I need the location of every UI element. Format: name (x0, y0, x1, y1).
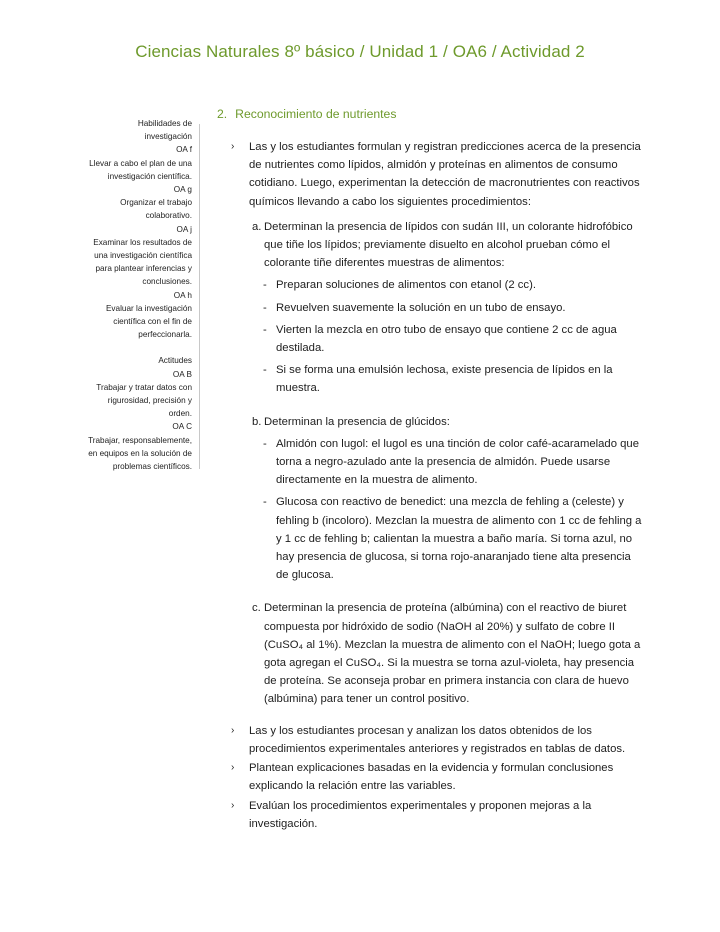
sidebar-line: investigación científica. (107, 171, 192, 181)
step-item (226, 493, 646, 584)
procedure-a (226, 218, 646, 273)
sidebar-line: problemas científicos. (112, 462, 192, 472)
sidebar-line: OA f (176, 145, 192, 155)
page-title: Ciencias Naturales 8º básico / Unidad 1 / OA6 / Actividad 2 (135, 42, 585, 61)
sidebar-divider (199, 124, 200, 469)
sidebar-line: Llevar a cabo el plan de una (89, 158, 192, 168)
chevron-right-icon: › (231, 724, 235, 736)
step-item (226, 276, 646, 294)
section-title: Reconocimiento de nutrientes (235, 107, 397, 121)
procedure-c (226, 599, 646, 708)
sidebar-objectives (80, 117, 192, 473)
sidebar-line: Trabajar, responsablemente, (88, 435, 192, 445)
section-heading (217, 107, 396, 121)
procedure-text: Determinan la presencia de proteína (albúmina) con el reactivo de biuret compuesta por hidróxido de sodio (NaOH al 20%) y sulfato de cobre II (CuSO₄ al 1%). Mezclan la muestra de alimento con el NaOH; luego gota a gota agregan el CuSO₄. Si la muestra se torna azul-violeta, hay presencia de proteína. Se aconseja probar en primera instancia con clara de huevo (albúmina) para tener un control positivo. (264, 602, 641, 706)
dash-icon: - (263, 364, 267, 377)
sidebar-line: OA B (172, 369, 192, 379)
sidebar-line: para plantear inferencias y (95, 264, 192, 274)
sidebar-line: rigurosidad, precisión y (107, 396, 192, 406)
sidebar-line: colaborativo. (145, 211, 192, 221)
bullet-item (226, 759, 646, 795)
chevron-right-icon: › (231, 799, 235, 811)
step-item (226, 361, 646, 397)
sidebar-line: conclusiones. (142, 277, 192, 287)
sidebar-line: Examinar los resultados de (93, 237, 192, 247)
dash-icon: - (263, 279, 267, 292)
bullet-item (226, 138, 646, 211)
bullet-text: Las y los estudiantes procesan y analizan los datos obtenidos de los procedimientos experimentales anteriores y registrados en tablas de datos. (249, 724, 626, 755)
sidebar-line: Evaluar la investigación (105, 303, 192, 313)
sidebar-line: Habilidades de (137, 119, 192, 128)
step-text: Preparan soluciones de alimentos con etanol (2 cc). (276, 279, 536, 292)
sidebar-line: una investigación científica (94, 251, 192, 261)
step-text: Glucosa con reactivo de benedict: una mezcla de fehling a (celeste) y fehling b (incoloro). Mezclan la muestra de alimento con 1 cc de fehling a y 1 cc de fehling b; calientan la muestra a baño maría. Si torna azul, no hay presencia de glucosa, si torna rojo-anaranjado tiene alta presencia de glucosa. (276, 496, 642, 582)
sidebar-line: perfeccionarla. (138, 330, 192, 340)
dash-icon: - (263, 301, 267, 314)
bullet-item (226, 797, 646, 833)
bullet-text: Las y los estudiantes formulan y registran predicciones acerca de la presencia de nutrientes como lípidos, almidón y proteínas en alimentos de consumo cotidiano. Luego, experimentan la detección de macronutrientes con reactivos químicos llevando a cabo los siguientes procedimientos: (249, 141, 641, 208)
procedure-b (226, 413, 646, 431)
activity-content (226, 138, 646, 833)
procedure-letter: c. (252, 602, 261, 615)
step-text: Almidón con lugol: el lugol es una tinción de color café-acaramelado que torna a negro-azulado ante la presencia de almidón. Puede usarse directamente en la muestra de alimento. (276, 437, 639, 487)
sidebar-line: OA C (172, 422, 192, 432)
bullet-text: Evalúan los procedimientos experimentales y proponen mejoras a la investigación. (249, 799, 592, 830)
sidebar-line: Actitudes (158, 356, 192, 366)
sidebar-spacer (80, 341, 192, 354)
step-text: Si se forma una emulsión lechosa, existe presencia de lípidos en la muestra. (276, 364, 613, 395)
sidebar-line: OA g (173, 185, 192, 195)
sidebar-line: científica con el fin de (113, 317, 192, 327)
sidebar-line: OA j (176, 224, 192, 234)
sidebar-line: Organizar el trabajo (120, 198, 192, 208)
sidebar-line: investigación (144, 132, 192, 142)
step-text: Vierten la mezcla en otro tubo de ensayo que contiene 2 cc de agua destilada. (276, 323, 617, 355)
step-item (226, 435, 646, 490)
dash-icon: - (263, 496, 267, 509)
step-item (226, 321, 646, 357)
dash-icon: - (263, 323, 267, 336)
sidebar-line: OA h (173, 290, 192, 300)
procedure-text: Determinan la presencia de glúcidos: (264, 415, 450, 428)
procedure-letter: b. (252, 415, 262, 428)
bullet-item (226, 722, 646, 758)
bullet-text: Plantean explicaciones basadas en la evidencia y formulan conclusiones explicando la relación entre las variables. (249, 762, 614, 793)
step-item (226, 299, 646, 317)
sidebar-line: Trabajar y tratar datos con (96, 382, 192, 392)
procedure-text: Determinan la presencia de lípidos con sudán III, un colorante hidrofóbico que tiñe los lípidos; previamente disuelto en alcohol prueban cómo el colorante tiñe diferentes muestras de alimentos: (264, 220, 633, 270)
chevron-right-icon: › (231, 762, 235, 774)
step-text: Revuelven suavemente la solución en un tubo de ensayo. (276, 301, 566, 314)
procedure-letter: a. (252, 220, 262, 233)
section-number: 2. (217, 107, 228, 121)
chevron-right-icon: › (231, 141, 235, 152)
sidebar-line: en equipos en la solución de (88, 448, 192, 458)
sidebar-line: orden. (168, 409, 192, 419)
dash-icon: - (263, 437, 267, 450)
